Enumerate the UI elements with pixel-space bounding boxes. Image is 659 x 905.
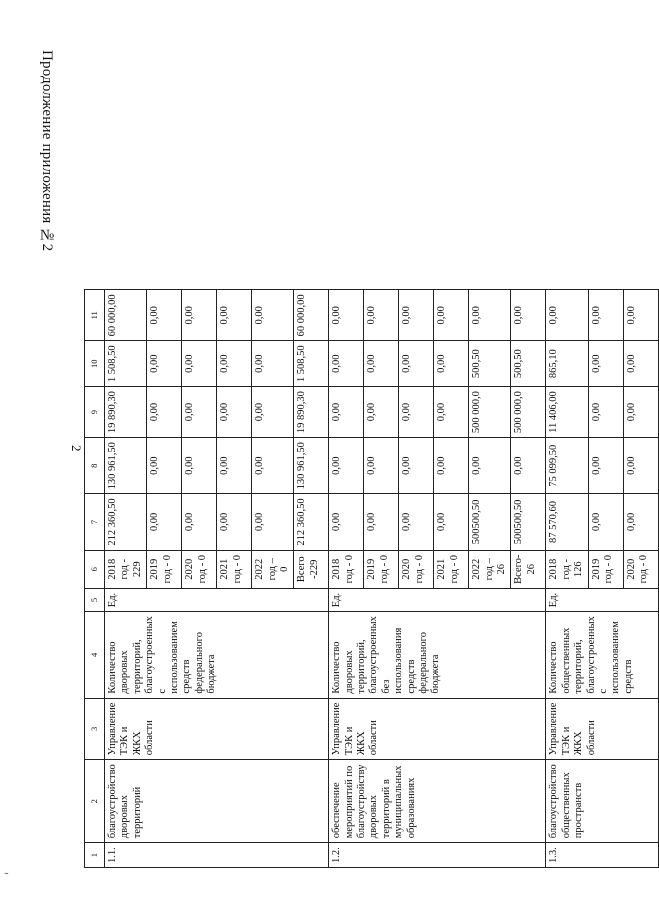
period-cell: 2022 год – 26 bbox=[469, 550, 511, 588]
amount-regional-cell: 0,00 bbox=[182, 387, 217, 438]
section-unit: Ед. bbox=[329, 588, 546, 611]
amount-federal-cell: 0,00 bbox=[182, 438, 217, 494]
amount-total-cell: 212 360,50 bbox=[105, 494, 147, 550]
amount-federal-cell: 0,00 bbox=[399, 438, 434, 494]
amount-federal-cell: 130 961,50 bbox=[105, 438, 147, 494]
section-id: 1.1. bbox=[105, 843, 329, 868]
amount-federal-cell: 0,00 bbox=[147, 438, 182, 494]
column-number: 10 bbox=[85, 341, 105, 387]
amount-local-cell: 0,00 bbox=[252, 341, 294, 387]
period-cell: 2021 год - 0 bbox=[217, 550, 252, 588]
column-number: 4 bbox=[85, 612, 105, 698]
amount-total-cell: 0,00 bbox=[399, 494, 434, 550]
amount-total-cell: 0,00 bbox=[217, 494, 252, 550]
column-number: 8 bbox=[85, 438, 105, 494]
amount-federal-cell: 0,00 bbox=[217, 438, 252, 494]
amount-regional-cell: 0,00 bbox=[588, 387, 623, 438]
column-number: 6 bbox=[85, 550, 105, 588]
amount-federal-cell: 75 099,50 bbox=[546, 438, 588, 494]
amount-local-cell: 0,00 bbox=[399, 341, 434, 387]
period-cell: 2020 год - 0 bbox=[399, 550, 434, 588]
amount-local-cell: 500,50 bbox=[469, 341, 511, 387]
amount-other-cell: 0,00 bbox=[252, 290, 294, 341]
amount-local-cell: 0,00 bbox=[364, 341, 399, 387]
amount-other-cell: 0,00 bbox=[434, 290, 469, 341]
amount-other-cell: 60 000,00 bbox=[105, 290, 147, 341]
amount-regional-cell: 0,00 bbox=[623, 387, 658, 438]
column-number: 9 bbox=[85, 387, 105, 438]
amount-regional-cell: 0,00 bbox=[329, 387, 364, 438]
amount-other-cell: 0,00 bbox=[511, 290, 546, 341]
column-number: 2 bbox=[85, 760, 105, 843]
amount-total-cell: 0,00 bbox=[329, 494, 364, 550]
section-executor: Управление ТЭК и ЖКХ области bbox=[105, 698, 329, 760]
amount-local-cell: 0,00 bbox=[588, 341, 623, 387]
amount-local-cell: 0,00 bbox=[434, 341, 469, 387]
section-id: 1.2. bbox=[329, 843, 546, 868]
amount-other-cell: 0,00 bbox=[399, 290, 434, 341]
column-number: 11 bbox=[85, 290, 105, 341]
amount-total-cell: 500500,50 bbox=[469, 494, 511, 550]
column-number: 7 bbox=[85, 494, 105, 550]
section-unit: Ед. bbox=[105, 588, 329, 611]
amount-regional-cell: 11 406,00 bbox=[546, 387, 588, 438]
column-number: 1 bbox=[85, 843, 105, 868]
amount-regional-cell: 0,00 bbox=[434, 387, 469, 438]
column-number: 3 bbox=[85, 698, 105, 760]
period-cell: 2020 год - 0 bbox=[623, 550, 658, 588]
margin-dots: ... bbox=[4, 866, 8, 876]
amount-other-cell: 0,00 bbox=[147, 290, 182, 341]
period-cell: 2019 год - 0 bbox=[588, 550, 623, 588]
period-cell: Всего- 26 bbox=[511, 550, 546, 588]
amount-regional-cell: 500 000,0 bbox=[469, 387, 511, 438]
table-row bbox=[546, 290, 588, 868]
section-name: благоустройство дворовых территорий bbox=[105, 760, 329, 843]
amount-total-cell: 500500,50 bbox=[511, 494, 546, 550]
amount-total-cell: 0,00 bbox=[588, 494, 623, 550]
amount-federal-cell: 0,00 bbox=[364, 438, 399, 494]
amount-other-cell: 0,00 bbox=[623, 290, 658, 341]
amount-total-cell: 212 360,50 bbox=[294, 494, 329, 550]
amount-regional-cell: 0,00 bbox=[399, 387, 434, 438]
period-cell: 2019 год - 0 bbox=[147, 550, 182, 588]
amount-federal-cell: 0,00 bbox=[434, 438, 469, 494]
period-cell: 2018 год - 126 bbox=[546, 550, 588, 588]
amount-other-cell: 0,00 bbox=[469, 290, 511, 341]
amount-total-cell: 0,00 bbox=[434, 494, 469, 550]
amount-federal-cell: 130 961,50 bbox=[294, 438, 329, 494]
section-executor: Управление ТЭК и ЖКХ области bbox=[329, 698, 546, 760]
amount-total-cell: 87 570,60 bbox=[546, 494, 588, 550]
table-body bbox=[105, 290, 659, 868]
amount-total-cell: 0,00 bbox=[182, 494, 217, 550]
appendix-heading: Продолжение приложения №2 bbox=[39, 50, 55, 252]
amount-local-cell: 865,10 bbox=[546, 341, 588, 387]
period-cell: Всего -229 bbox=[294, 550, 329, 588]
amount-regional-cell: 0,00 bbox=[364, 387, 399, 438]
amount-federal-cell: 0,00 bbox=[252, 438, 294, 494]
amount-local-cell: 0,00 bbox=[217, 341, 252, 387]
amount-regional-cell: 0,00 bbox=[252, 387, 294, 438]
amount-local-cell: 0,00 bbox=[329, 341, 364, 387]
amount-other-cell: 0,00 bbox=[588, 290, 623, 341]
amount-regional-cell: 19 890,30 bbox=[105, 387, 147, 438]
section-executor: Управление ТЭК и ЖКХ области bbox=[546, 698, 658, 760]
section-name: обеспечение мероприятий по благоустройству дворовых территорий в муниципальных образованиях bbox=[329, 760, 546, 843]
column-number: 5 bbox=[85, 588, 105, 611]
amount-federal-cell: 0,00 bbox=[469, 438, 511, 494]
period-cell: 2020 год - 0 bbox=[182, 550, 217, 588]
amount-federal-cell: 0,00 bbox=[623, 438, 658, 494]
amount-regional-cell: 0,00 bbox=[217, 387, 252, 438]
section-name: благоустройство общественных пространств bbox=[546, 760, 658, 843]
period-cell: 2018 год - 229 bbox=[105, 550, 147, 588]
rotated-table-container bbox=[84, 289, 659, 868]
period-cell: 2018 год - 0 bbox=[329, 550, 364, 588]
amount-other-cell: 0,00 bbox=[364, 290, 399, 341]
amount-local-cell: 500,50 bbox=[511, 341, 546, 387]
period-cell: 2022 год – 0 bbox=[252, 550, 294, 588]
amount-total-cell: 0,00 bbox=[252, 494, 294, 550]
amount-local-cell: 0,00 bbox=[147, 341, 182, 387]
amount-other-cell: 60 000,00 bbox=[294, 290, 329, 341]
amount-total-cell: 0,00 bbox=[364, 494, 399, 550]
amount-local-cell: 1 508,50 bbox=[294, 341, 329, 387]
period-cell: 2021 год - 0 bbox=[434, 550, 469, 588]
amount-other-cell: 0,00 bbox=[217, 290, 252, 341]
amount-other-cell: 0,00 bbox=[182, 290, 217, 341]
amount-regional-cell: 19 890,30 bbox=[294, 387, 329, 438]
amount-local-cell: 0,00 bbox=[182, 341, 217, 387]
amount-regional-cell: 0,00 bbox=[147, 387, 182, 438]
amount-local-cell: 0,00 bbox=[623, 341, 658, 387]
amount-local-cell: 1 508,50 bbox=[105, 341, 147, 387]
column-number-row bbox=[85, 290, 105, 868]
amount-federal-cell: 0,00 bbox=[329, 438, 364, 494]
appendix-table bbox=[84, 289, 659, 868]
amount-total-cell: 0,00 bbox=[147, 494, 182, 550]
amount-federal-cell: 0,00 bbox=[588, 438, 623, 494]
page-number: 2 bbox=[69, 445, 84, 452]
amount-federal-cell: 0,00 bbox=[511, 438, 546, 494]
section-unit: Ед. bbox=[546, 588, 658, 611]
section-id: 1.3. bbox=[546, 843, 658, 868]
amount-other-cell: 0,00 bbox=[329, 290, 364, 341]
section-indicator: Количество дворовых территорий, благоустроенных с использованием средств федерального бюджета bbox=[105, 612, 329, 698]
table-row bbox=[329, 290, 364, 868]
section-indicator: Количество общественных территорий, благоустроенных с использованием средств bbox=[546, 612, 658, 698]
table-row bbox=[105, 290, 147, 868]
amount-regional-cell: 500 000,0 bbox=[511, 387, 546, 438]
section-indicator: Количество дворовых территорий, благоустроенных без использования средств федерального бюджета bbox=[329, 612, 546, 698]
period-cell: 2019 год - 0 bbox=[364, 550, 399, 588]
amount-total-cell: 0,00 bbox=[623, 494, 658, 550]
amount-other-cell: 0,00 bbox=[546, 290, 588, 341]
